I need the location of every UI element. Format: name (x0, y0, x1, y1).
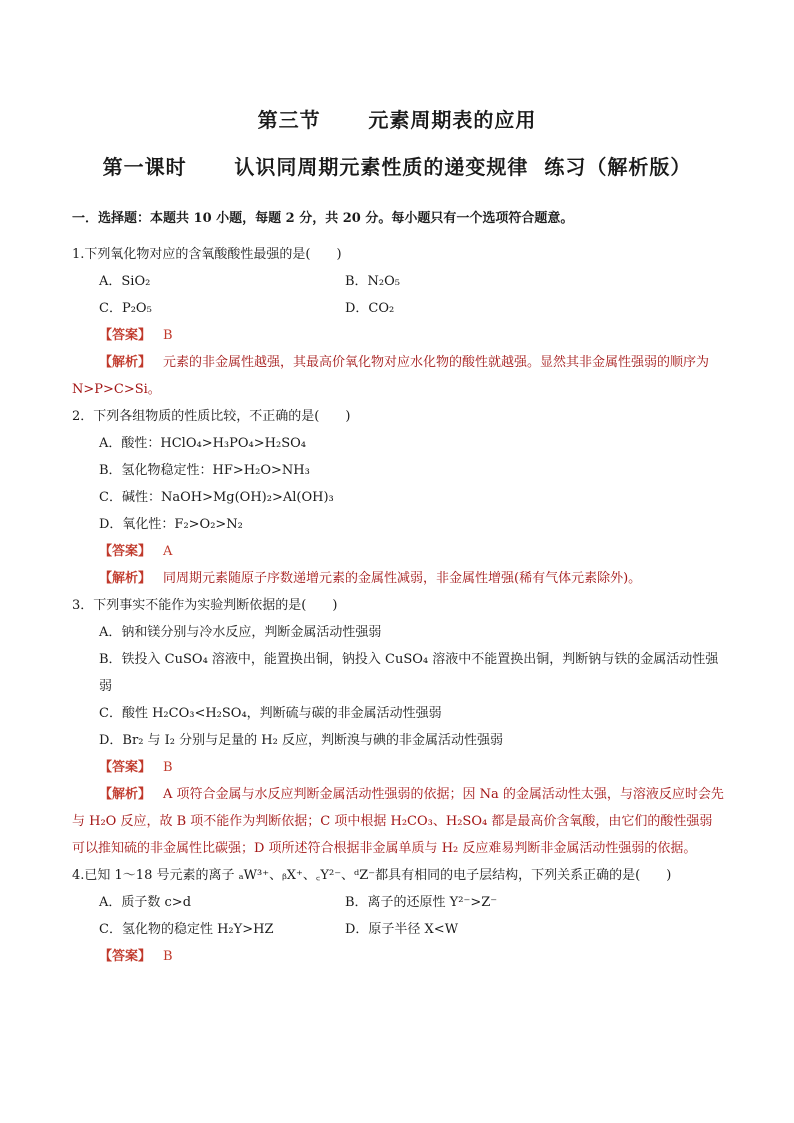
document-body (72, 205, 724, 970)
option-b: B．氢化物稳定性：HF>H₂O>NH₃ (99, 463, 310, 478)
question-stem: 2．下列各组物质的性质比较，不正确的是( ) (72, 409, 351, 424)
answer-line (72, 538, 724, 565)
page-title: 第三节 元素周期表的应用 (257, 108, 537, 132)
option-d: D．原子半径 X<W (345, 922, 459, 937)
option-c: C．碱性：NaOH>Mg(OH)₂>Al(OH)₃ (99, 490, 334, 505)
answer-line (72, 322, 724, 349)
section-heading: 一．选择题：本题共 10 小题，每题 2 分，共 20 分。每小题只有一个选项符合题意。 (72, 211, 574, 226)
answer-line (72, 943, 724, 970)
explanation-text: 同周期元素随原子序数递增元素的金属性减弱，非金属性增强(稀有气体元素除外)。 (163, 571, 642, 586)
explanation (72, 781, 724, 862)
answer-value: B (163, 949, 173, 964)
answer-label: 【答案】 (99, 544, 152, 559)
options-row (72, 889, 724, 916)
explanation-text: 元素的非金属性越强，其最高价氧化物对应水化物的酸性就越强。显然其非金属性强弱的顺序为 N>P>C>Si。 (72, 355, 710, 397)
option-d: D．Br₂ 与 I₂ 分别与足量的 H₂ 反应，判断溴与碘的非金属活动性强弱 (99, 733, 503, 748)
question-4 (72, 862, 724, 970)
options-row (72, 295, 724, 322)
question-stem: 1.下列氧化物对应的含氧酸酸性最强的是( ) (72, 247, 342, 262)
option-a: A．SiO₂ (99, 274, 151, 289)
explanation-text: A 项符合金属与水反应判断金属活动性强弱的依据；因 Na 的金属活动性太强，与溶液反应时会先与 H₂O 反应，故 B 项不能作为判断依据；C 项中根据 H₂CO₃、H₂SO₄ 都是最高价含氧酸，由它们的酸性强弱可以推知硫的非金属性比碳强；D 项所述符合根据非金属单质与 H₂ 反应难易判断非金属活动性强弱的依据。 (72, 787, 724, 856)
answer-value: B (163, 328, 173, 343)
answer-label: 【答案】 (99, 949, 152, 964)
option-a: A．酸性：HClO₄>H₃PO₄>H₂SO₄ (99, 436, 306, 451)
option-b: B．离子的还原性 Y²⁻>Z⁻ (345, 895, 498, 910)
answer-line (72, 754, 724, 781)
option-a: A．质子数 c>d (99, 895, 192, 910)
answer-label: 【答案】 (99, 760, 152, 775)
options-row (72, 268, 724, 295)
explanation (72, 349, 724, 403)
option-a: A．钠和镁分别与冷水反应，判断金属活动性强弱 (99, 625, 382, 640)
explanation (72, 565, 724, 592)
option-d: D．CO₂ (345, 301, 395, 316)
question-stem: 3．下列事实不能作为实验判断依据的是( ) (72, 598, 338, 613)
explanation-label: 【解析】 (99, 571, 152, 586)
question-2 (72, 403, 724, 592)
option-b: B．铁投入 CuSO₄ 溶液中，能置换出铜，钠投入 CuSO₄ 溶液中不能置换出铜，判断钠与铁的金属活动性强弱 (99, 652, 719, 694)
option-b: B．N₂O₅ (345, 274, 401, 289)
option-c: C．酸性 H₂CO₃<H₂SO₄，判断硫与碳的非金属活动性强弱 (99, 706, 442, 721)
answer-value: B (163, 760, 173, 775)
option-c: C．氢化物的稳定性 H₂Y>HZ (99, 922, 274, 937)
question-1 (72, 241, 724, 403)
page-subtitle: 第一课时 认识同周期元素性质的递变规律 练习（解析版） (102, 155, 692, 179)
question-stem: 4.已知 1～18 号元素的离子 ₐW³⁺、ᵦX⁺、꜀Y²⁻、ᵈZ⁻都具有相同的电子层结构，下列关系正确的是( ) (72, 868, 672, 883)
answer-value: A (163, 544, 173, 559)
option-d: D．氧化性：F₂>O₂>N₂ (99, 517, 243, 532)
answer-label: 【答案】 (99, 328, 152, 343)
question-3 (72, 592, 724, 862)
explanation-label: 【解析】 (99, 355, 152, 370)
option-c: C．P₂O₅ (99, 301, 152, 316)
explanation-label: 【解析】 (99, 787, 152, 802)
options-row (72, 916, 724, 943)
